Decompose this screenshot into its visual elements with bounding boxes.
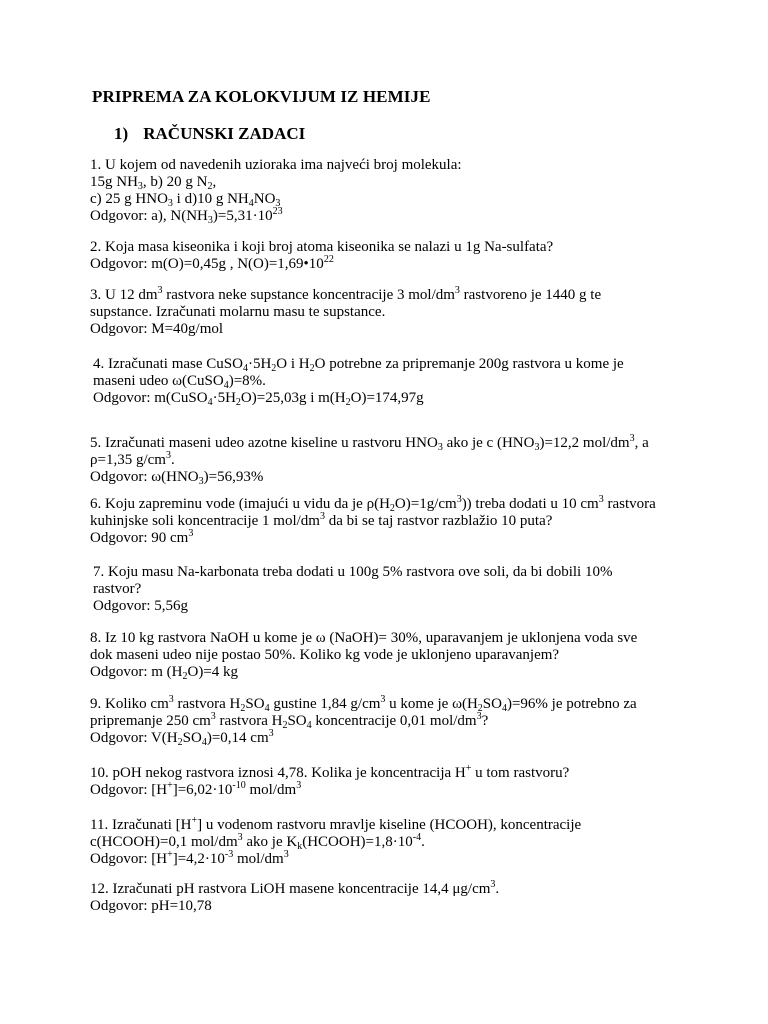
problem-line xyxy=(90,630,680,647)
problem-line xyxy=(90,834,680,851)
text-run: Odgovor: m (H xyxy=(90,664,183,680)
text-run: 15g NH xyxy=(90,174,138,190)
problem-line xyxy=(90,765,680,782)
problem-line xyxy=(90,256,680,273)
subscript: 2 xyxy=(282,720,288,731)
superscript: 3 xyxy=(188,528,194,539)
superscript: 3 xyxy=(456,494,462,505)
text-run: 7. Koju masu Na-karbonata treba dodati u 100g 5% rastvora ove soli, da bi dobili 10% xyxy=(93,564,613,580)
superscript: 3 xyxy=(319,511,325,522)
text-run: )=56,93% xyxy=(203,469,264,485)
subscript: 3 xyxy=(437,442,443,453)
problem-7 xyxy=(90,564,683,615)
text-run: u kome je ω(H xyxy=(385,696,478,712)
problem-2 xyxy=(90,239,680,273)
problem-line xyxy=(90,321,680,338)
subscript: 2 xyxy=(271,363,277,374)
text-run: ]=6,02·10 xyxy=(172,782,233,798)
text-run: Odgovor: 5,56g xyxy=(93,598,188,614)
document-title: PRIPREMA ZA KOLOKVIJUM IZ HEMIJE xyxy=(92,87,431,106)
subscript: 3 xyxy=(167,198,173,209)
text-run: Odgovor: [H xyxy=(90,782,168,798)
text-run: Odgovor: M=40g/mol xyxy=(90,321,224,337)
subscript: 4 xyxy=(306,720,312,731)
subscript: 2 xyxy=(389,503,395,514)
problem-1 xyxy=(90,157,680,225)
text-run: rastvora H xyxy=(173,696,241,712)
text-run: ρ=1,35 g/cm xyxy=(90,452,166,468)
text-run: i d)10 g NH xyxy=(172,191,249,207)
text-run: O)=174,97g xyxy=(350,390,424,406)
text-run: ? xyxy=(481,713,489,729)
subscript: 3 xyxy=(207,215,213,226)
subscript: 2 xyxy=(345,397,351,408)
text-run: , b) 20 g N xyxy=(142,174,208,190)
text-run: rastvoreno je 1440 g te xyxy=(459,287,602,303)
problem-line xyxy=(90,647,680,664)
superscript: 3 xyxy=(490,879,496,890)
subscript: 2 xyxy=(309,363,315,374)
problem-line xyxy=(90,469,680,486)
problem-line xyxy=(90,191,680,208)
text-run: pripremanje 250 cm xyxy=(90,713,211,729)
text-run: ·5H xyxy=(212,390,236,406)
superscript: + xyxy=(167,780,173,791)
text-run: . xyxy=(495,881,500,897)
superscript: 22 xyxy=(323,254,334,265)
text-run: rastvor? xyxy=(93,581,142,597)
text-run: Odgovor: a), N(NH xyxy=(90,208,208,224)
text-run: gustine 1,84 g/cm xyxy=(269,696,381,712)
text-run: 10. pOH nekog rastvora iznosi 4,78. Kolika je koncentracija H xyxy=(90,765,466,781)
problem-line xyxy=(90,664,680,681)
text-run: da bi se taj rastvor razblažio 10 puta? xyxy=(324,513,553,529)
superscript: 3 xyxy=(268,728,274,739)
problem-line xyxy=(90,287,680,304)
problem-9 xyxy=(90,696,680,747)
text-run: , xyxy=(212,174,217,190)
subscript: 4 xyxy=(501,703,507,714)
problem-line xyxy=(90,898,680,915)
superscript: 3 xyxy=(237,832,243,843)
problem-line xyxy=(90,782,680,799)
superscript: 3 xyxy=(380,694,386,705)
text-run: kuhinjske soli koncentracije 1 mol/dm xyxy=(90,513,320,529)
text-run: 1. U kojem od navedenih uzioraka ima najveći broj molekula: xyxy=(90,157,462,173)
superscript: -10 xyxy=(232,780,246,791)
text-run: 4. Izračunati mase CuSO xyxy=(93,356,243,372)
problem-3 xyxy=(90,287,680,338)
text-run: 9. Koliko cm xyxy=(90,696,169,712)
superscript: 23 xyxy=(272,206,283,217)
text-run: maseni udeo ω(CuSO xyxy=(93,373,224,389)
text-run: koncentracije 0,01 mol/dm xyxy=(311,713,477,729)
problem-line xyxy=(93,581,683,598)
superscript: -4 xyxy=(412,832,422,843)
subscript: 2 xyxy=(177,737,183,748)
superscript: 3 xyxy=(283,849,289,860)
text-run: SO xyxy=(245,696,265,712)
text-run: Odgovor: V(H xyxy=(90,730,178,746)
superscript: 3 xyxy=(296,780,302,791)
problem-10 xyxy=(90,765,680,799)
text-run: )=0,14 cm xyxy=(206,730,269,746)
section-label: RAČUNSKI ZADACI xyxy=(143,124,306,143)
text-run: mol/dm xyxy=(233,851,284,867)
text-run: 8. Iz 10 kg rastvora NaOH u kome je ω (NaOH)= 30%, uparavanjem je uklonjena voda sve xyxy=(90,630,638,646)
subscript: 3 xyxy=(534,442,540,453)
text-run: )) treba dodati u 10 cm xyxy=(461,496,599,512)
text-run: Odgovor: m(CuSO xyxy=(93,390,208,406)
text-run: SO xyxy=(482,696,502,712)
problem-line xyxy=(90,696,680,713)
text-run: O)=4 kg xyxy=(187,664,239,680)
text-run: 6. Koju zapreminu vode (imajući u vidu da je ρ(H xyxy=(90,496,390,512)
text-run: Odgovor: 90 cm xyxy=(90,530,189,546)
problem-line xyxy=(90,817,680,834)
problem-line xyxy=(90,851,680,868)
text-run: Odgovor: m(O)=0,45g , N(O)=1,69•10 xyxy=(90,256,324,272)
problem-line xyxy=(90,530,680,547)
text-run: ako je K xyxy=(242,834,298,850)
problem-line xyxy=(90,208,680,225)
superscript: 3 xyxy=(165,450,171,461)
text-run: supstance. Izračunati molarnu masu te supstance. xyxy=(90,304,386,320)
text-run: SO xyxy=(182,730,202,746)
text-run: O i H xyxy=(276,356,310,372)
superscript: 3 xyxy=(598,494,604,505)
text-run: c(HCOOH)=0,1 mol/dm xyxy=(90,834,238,850)
problem-line xyxy=(90,435,680,452)
problem-line xyxy=(90,452,680,469)
problem-line xyxy=(90,304,680,321)
problem-line xyxy=(93,390,683,407)
problem-12 xyxy=(90,881,680,915)
text-run: c) 25 g HNO xyxy=(90,191,168,207)
superscript: 3 xyxy=(210,711,216,722)
subscript: 4 xyxy=(242,363,248,374)
problem-5 xyxy=(90,435,680,486)
subscript: 3 xyxy=(275,198,281,209)
text-run: 3. U 12 dm xyxy=(90,287,158,303)
problem-6 xyxy=(90,496,680,547)
text-run: 5. Izračunati maseni udeo azotne kiseline u rastvoru HNO xyxy=(90,435,438,451)
text-run: 11. Izračunati [H xyxy=(90,817,192,833)
text-run: O potrebne za pripremanje 200g rastvora u kome je xyxy=(314,356,624,372)
text-run: 12. Izračunati pH rastvora LiOH masene koncentracije 14,4 μg/cm xyxy=(90,881,491,897)
subscript: 2 xyxy=(207,181,213,192)
text-run: (HCOOH)=1,8·10 xyxy=(302,834,413,850)
problem-line xyxy=(93,356,683,373)
text-run: O)=25,03g i m(H xyxy=(240,390,346,406)
text-run: ako je c (HNO xyxy=(442,435,535,451)
text-run: Odgovor: ω(HNO xyxy=(90,469,199,485)
section-heading xyxy=(114,125,305,142)
superscript: 3 xyxy=(454,285,460,296)
subscript: 2 xyxy=(182,671,188,682)
subscript: 2 xyxy=(235,397,241,408)
problem-line xyxy=(90,881,680,898)
subscript: 4 xyxy=(207,397,213,408)
problem-line xyxy=(90,239,680,256)
text-run: )=5,31·10 xyxy=(212,208,273,224)
problem-line xyxy=(93,373,683,390)
superscript: + xyxy=(191,815,198,826)
text-run: rastvora xyxy=(603,496,656,512)
text-run: rastvora neke supstance koncentracije 3 mol/dm xyxy=(162,287,455,303)
text-run: ] u vodenom rastvoru mravlje kiseline (HCOOH), koncentracije xyxy=(197,817,582,833)
section-number: 1) xyxy=(114,124,129,143)
problem-line xyxy=(90,174,680,191)
subscript: 3 xyxy=(137,181,143,192)
problem-line xyxy=(93,564,683,581)
problem-4 xyxy=(90,356,683,407)
problem-line xyxy=(90,496,680,513)
text-run: )=12,2 mol/dm xyxy=(539,435,630,451)
subscript: 2 xyxy=(477,703,483,714)
problem-line xyxy=(90,513,680,530)
text-run: )=96% je potrebno za xyxy=(506,696,637,712)
text-run: . xyxy=(421,834,425,850)
problem-line xyxy=(90,713,680,730)
superscript: 3 xyxy=(157,285,163,296)
superscript: -3 xyxy=(224,849,234,860)
problem-line xyxy=(93,598,683,615)
text-run: . xyxy=(170,452,175,468)
subscript: 4 xyxy=(248,198,254,209)
text-run: SO xyxy=(287,713,307,729)
text-run: u tom rastvoru? xyxy=(471,765,570,781)
problem-line xyxy=(90,730,680,747)
text-run: O)=1g/cm xyxy=(394,496,457,512)
superscript: + xyxy=(167,849,173,860)
superscript: 3 xyxy=(168,694,174,705)
text-run: ·5H xyxy=(247,356,272,372)
subscript: 3 xyxy=(198,476,204,487)
text-run: ]=4,2·10 xyxy=(172,851,225,867)
text-run: , a xyxy=(634,435,649,451)
subscript: 4 xyxy=(223,380,229,391)
text-run: mol/dm xyxy=(245,782,297,798)
problem-11 xyxy=(90,817,680,868)
text-run: Odgovor: pH=10,78 xyxy=(90,898,212,914)
subscript: 4 xyxy=(264,703,270,714)
text-run: )=8%. xyxy=(228,373,266,389)
text-run: NO xyxy=(253,191,276,207)
text-run: dok maseni udeo nije postao 50%. Koliko kg vode je uklonjeno uparavanjem? xyxy=(90,647,560,663)
superscript: 3 xyxy=(476,711,482,722)
problem-line xyxy=(90,157,680,174)
subscript: k xyxy=(297,841,303,852)
text-run: Odgovor: [H xyxy=(90,851,168,867)
text-run: 2. Koja masa kiseonika i koji broj atoma kiseonika se nalazi u 1g Na-sulfata? xyxy=(90,239,554,255)
problem-8 xyxy=(90,630,680,681)
subscript: 4 xyxy=(201,737,207,748)
subscript: 2 xyxy=(240,703,246,714)
superscript: + xyxy=(465,763,472,774)
text-run: rastvora H xyxy=(215,713,283,729)
superscript: 3 xyxy=(629,433,635,444)
